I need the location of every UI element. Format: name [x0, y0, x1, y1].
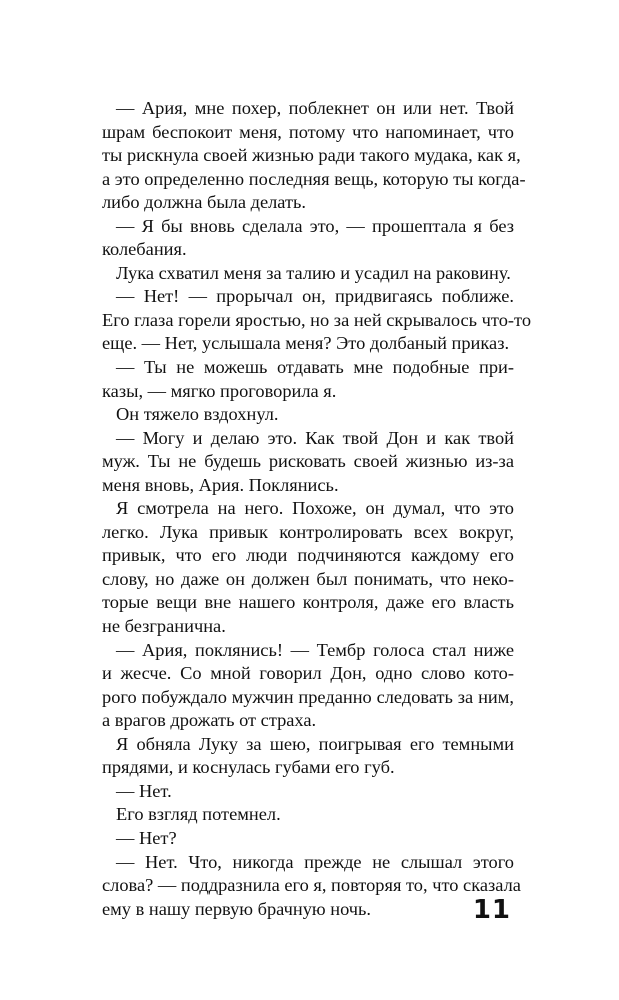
text-line: либо должна была делать.: [102, 192, 307, 213]
text-line: ему в нашу первую брачную ночь.: [102, 898, 372, 919]
text-line: слову, но даже он должен был понимать, что неко-: [102, 568, 514, 589]
text-line: Его взгляд потемнел.: [116, 804, 281, 825]
text-line: шрам беспокоит меня, потому что напоминает, что: [102, 121, 514, 142]
page-number: 11: [472, 895, 511, 925]
text-line: торые вещи вне нашего контроля, даже его власть: [102, 592, 514, 613]
text-line: — Ария, поклянись! — Тембр голоса стал ниже: [116, 639, 514, 660]
text-line: а врагов дрожать от страха.: [102, 710, 317, 731]
text-line: меня вновь, Ария. Поклянись.: [102, 474, 339, 495]
text-line: — Ария, мне похер, поблекнет он или нет. Твой: [116, 98, 514, 118]
text-line: ты рискнула своей жизнью ради такого мудака, как я,: [102, 145, 521, 166]
text-line: — Нет.: [116, 780, 172, 801]
text-line: — Я бы вновь сделала это, — прошептала я без: [116, 215, 514, 236]
text-line: не безгранична.: [102, 616, 226, 637]
text-line: муж. Ты не будешь рисковать своей жизнью из-за: [102, 451, 514, 472]
text-line: — Могу и делаю это. Как твой Дон и как твой: [116, 427, 514, 448]
text-line: — Нет! — прорычал он, придвигаясь поближе.: [116, 286, 514, 307]
text-line: еще. — Нет, услышала меня? Это долбаный приказ.: [102, 333, 510, 354]
text-line: привык, что его люди подчиняются каждому его: [102, 545, 514, 566]
body-text: [102, 97, 532, 921]
text-line: Я смотрела на него. Похоже, он думал, что это: [116, 498, 514, 519]
text-line: прядями, и коснулась губами его губ.: [102, 757, 395, 778]
text-line: и жесче. Со мной говорил Дон, одно слово кото-: [102, 663, 514, 684]
text-line: легко. Лука привык контролировать всех вокруг,: [102, 521, 514, 542]
text-line: а это определенно последняя вещь, которую ты когда-: [102, 168, 526, 189]
text-line: Его глаза горели яростью, но за ней скрывалось что-то: [102, 309, 532, 330]
text-line: казы, — мягко проговорила я.: [102, 380, 337, 401]
text-line: слова? — поддразнила его я, повторяя то, что сказала: [102, 875, 521, 896]
text-line: колебания.: [102, 239, 187, 260]
text-line: Я обняла Луку за шею, поигрывая его темными: [116, 733, 514, 754]
text-line: — Ты не можешь отдавать мне подобные при-: [116, 357, 514, 378]
text-line: — Нет. Что, никогда прежде не слышал этого: [116, 851, 514, 872]
text-line: Лука схватил меня за талию и усадил на раковину.: [116, 262, 511, 283]
text-line: Он тяжело вздохнул.: [116, 404, 279, 425]
text-line: — Нет?: [116, 827, 177, 848]
text-line: рого побуждало мужчин преданно следовать за ним,: [102, 686, 514, 707]
